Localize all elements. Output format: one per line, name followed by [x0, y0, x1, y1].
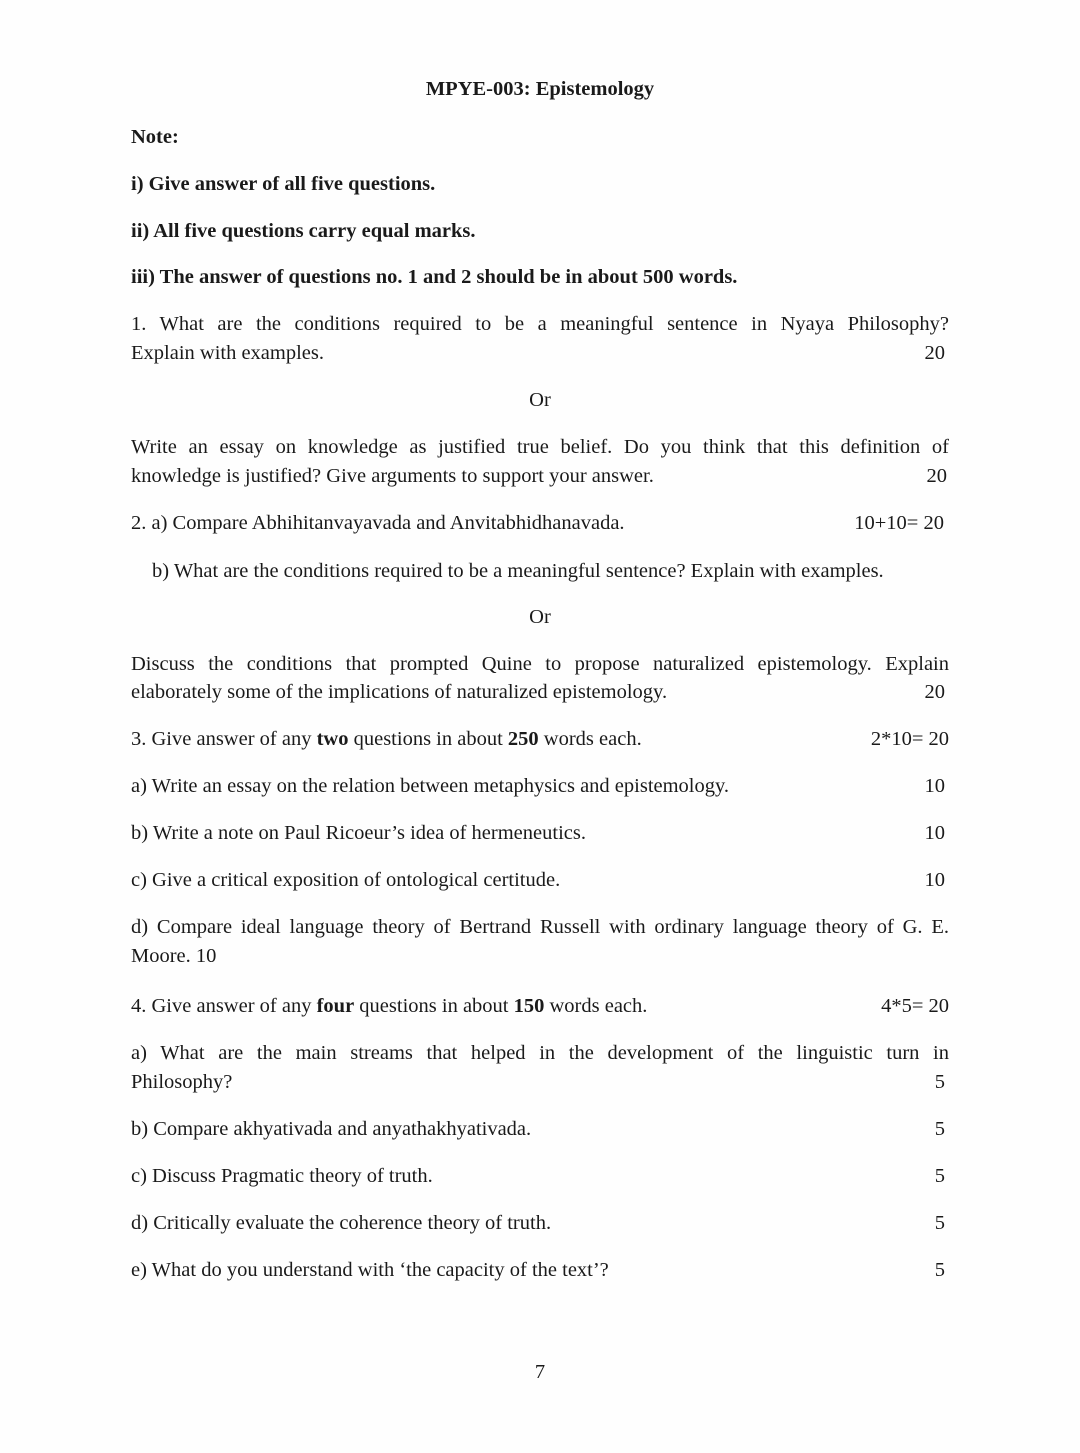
q4-item-a-line-1: a) What are the main streams that helped in the development of the linguistic turn in: [131, 1042, 949, 1064]
q1-text: [131, 313, 949, 342]
note-heading: Note:: [131, 126, 179, 148]
q4-intro-pre: 4. Give answer of any: [131, 995, 317, 1017]
q3-item-c: c) Give a critical exposition of ontological certitude.: [131, 869, 561, 891]
q4-intro-count: four: [316, 995, 355, 1017]
q3-intro-pre: 3. Give answer of any: [131, 728, 317, 750]
q3-item-d-line-1: d) Compare ideal language theory of Bertrand Russell with ordinary language theory of G. E.: [131, 916, 949, 938]
q3-intro: [131, 728, 642, 751]
q2-marks: 10+10= 20: [854, 512, 944, 534]
q4-intro-words: 150: [513, 995, 545, 1017]
q3-intro-count: two: [316, 728, 349, 750]
q4-item-e: e) What do you understand with ‘the capacity of the text’?: [131, 1259, 609, 1281]
q1-marks: 20: [924, 342, 945, 364]
q2-alt-marks: 20: [924, 681, 945, 703]
q3-item-b-marks: 10: [924, 822, 945, 844]
q3-item-d-line-2: Moore. 10: [131, 945, 217, 967]
q4-item-b: b) Compare akhyativada and anyathakhyativada.: [131, 1118, 532, 1140]
q1-alt-text: [131, 436, 949, 465]
q3-item-b: b) Write a note on Paul Ricoeur’s idea of hermeneutics.: [131, 822, 586, 844]
note-item-1: i) Give answer of all five questions.: [131, 173, 436, 195]
q3-intro-words: 250: [507, 728, 539, 750]
q4-intro-mid: questions in about: [354, 995, 514, 1017]
page-title: MPYE-003: Epistemology: [425, 78, 655, 100]
q4-item-b-marks: 5: [934, 1118, 945, 1140]
q1-alt-marks: 20: [926, 465, 947, 487]
q3-item-a-marks: 10: [924, 775, 945, 797]
page-number: 7: [534, 1361, 546, 1383]
q3-intro-post: words each.: [538, 728, 642, 750]
note-item-3: iii) The answer of questions no. 1 and 2 should be in about 500 words.: [131, 266, 738, 288]
q1-or: Or: [529, 389, 551, 411]
q4-item-d-marks: 5: [934, 1212, 945, 1234]
q4-item-e-marks: 5: [934, 1259, 945, 1281]
q4-item-a-marks: 5: [934, 1071, 945, 1093]
q4-item-d: d) Critically evaluate the coherence theory of truth.: [131, 1212, 552, 1234]
note-item-2: ii) All five questions carry equal marks.: [131, 220, 476, 242]
q4-item-a-line-2: Philosophy?: [131, 1071, 233, 1093]
q2-or: Or: [529, 606, 551, 628]
q1-alt-line-2: knowledge is justified? Give arguments to support your answer.: [131, 465, 654, 487]
q2-alt-line-2: elaborately some of the implications of naturalized epistemology.: [131, 681, 668, 703]
q4-intro: [131, 995, 647, 1018]
q1-line-1: 1. What are the conditions required to be a meaningful sentence in Nyaya Philosophy?: [131, 313, 949, 335]
q2-alt-text: [131, 653, 949, 682]
q4-item-a: [131, 1042, 949, 1071]
q4-marks: 4*5= 20: [881, 995, 949, 1017]
q1-alt-line-1: Write an essay on knowledge as justified true belief. Do you think that this definition of: [131, 436, 949, 458]
q3-item-d: [131, 916, 949, 945]
q2-part-a: 2. a) Compare Abhihitanvayavada and Anvitabhidhanavada.: [131, 512, 625, 534]
q2-part-b: b) What are the conditions required to be a meaningful sentence? Explain with examples.: [152, 560, 884, 582]
q4-item-c: c) Discuss Pragmatic theory of truth.: [131, 1165, 433, 1187]
q4-item-c-marks: 5: [934, 1165, 945, 1187]
q2-alt-line-1: Discuss the conditions that prompted Quine to propose naturalized epistemology. Explain: [131, 653, 949, 675]
q4-intro-post: words each.: [544, 995, 648, 1017]
q3-item-a: a) Write an essay on the relation between metaphysics and epistemology.: [131, 775, 730, 797]
q3-marks: 2*10= 20: [870, 728, 949, 750]
q3-intro-mid: questions in about: [348, 728, 508, 750]
q1-line-2: Explain with examples.: [131, 342, 324, 364]
q3-item-c-marks: 10: [924, 869, 945, 891]
